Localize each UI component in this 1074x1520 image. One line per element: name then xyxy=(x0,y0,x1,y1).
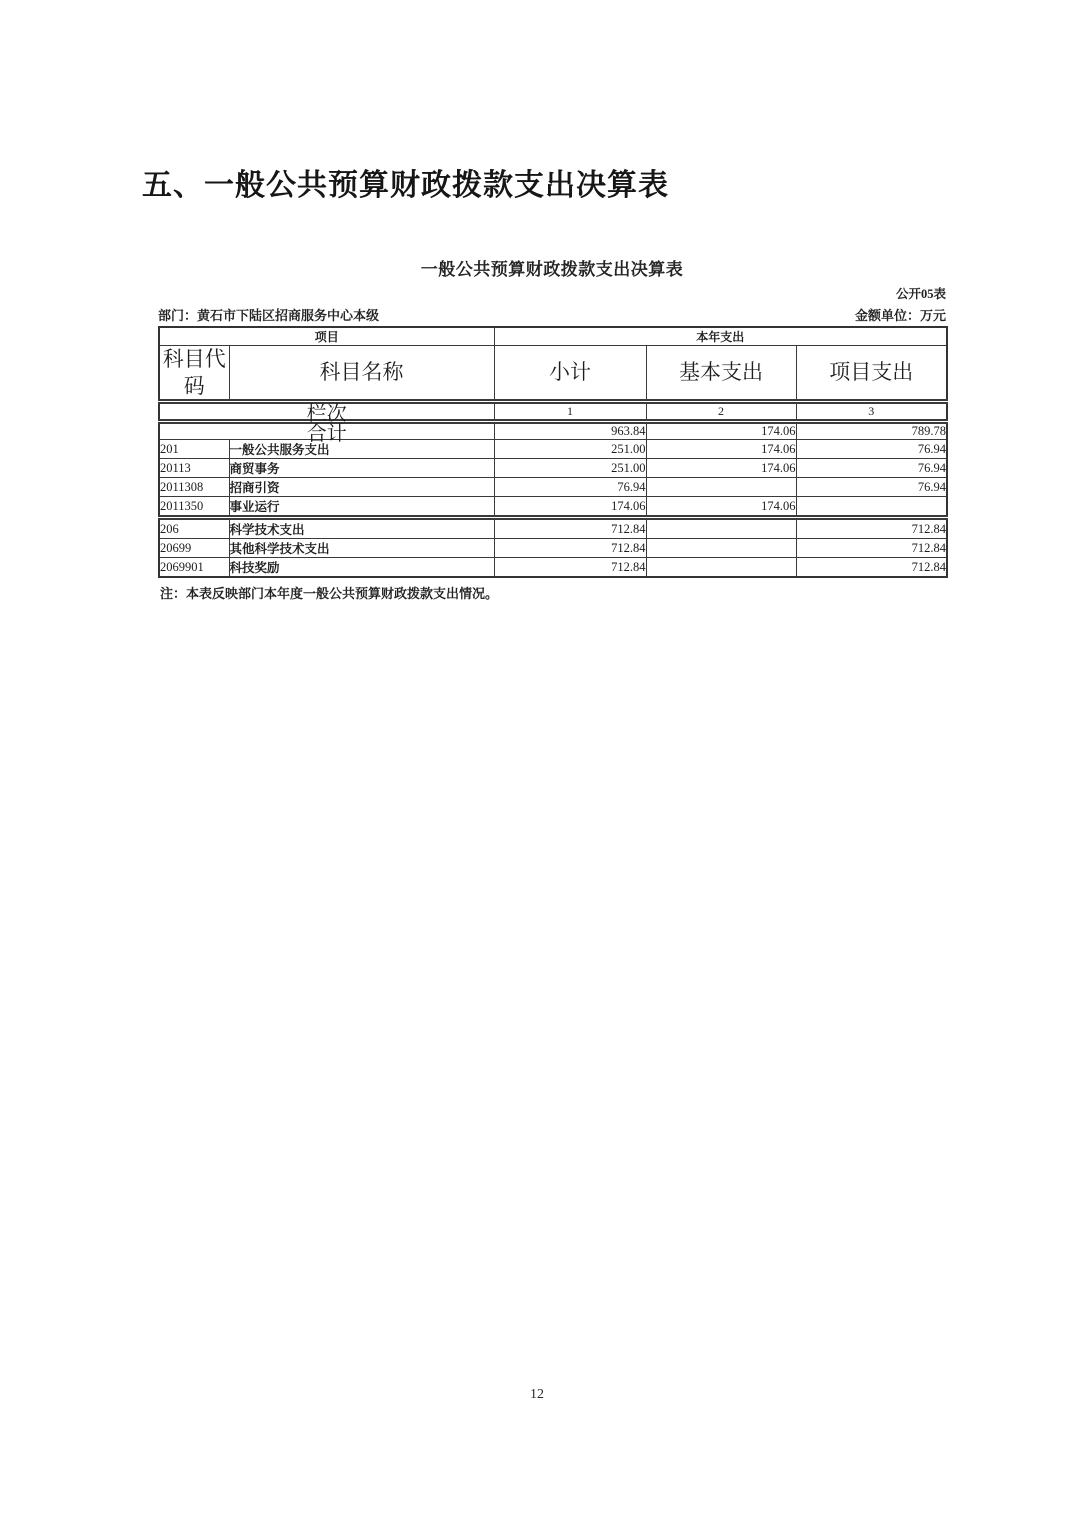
basic-expense-cell xyxy=(646,478,796,497)
subject-name-cell: 科学技术支出 xyxy=(229,518,494,539)
header-group-year: 本年支出 xyxy=(494,327,947,346)
subject-code-cell: 20699 xyxy=(159,539,229,558)
subject-code-cell: 201 xyxy=(159,440,229,459)
project-expense-cell: 76.94 xyxy=(796,440,947,459)
basic-expense-cell: 174.06 xyxy=(646,440,796,459)
subject-code-cell: 2011350 xyxy=(159,497,229,518)
doc-code-label: 公开05表 xyxy=(895,287,946,301)
table-row xyxy=(159,440,947,459)
subtotal-cell: 712.84 xyxy=(494,539,646,558)
table-row xyxy=(159,558,947,578)
basic-expense-cell: 174.06 xyxy=(646,497,796,518)
basic-expense-cell: 174.06 xyxy=(646,459,796,478)
column-index-row xyxy=(159,402,947,422)
project-expense-cell: 76.94 xyxy=(796,478,947,497)
total-subtotal-cell: 963.84 xyxy=(494,422,646,440)
table-meta-row xyxy=(158,305,946,324)
header-basic-expense: 基本支出 xyxy=(646,346,796,402)
header-subject-code: 科目代码 xyxy=(159,346,229,402)
subject-name-cell: 一般公共服务支出 xyxy=(229,440,494,459)
unit-label: 金额单位：万元 xyxy=(854,308,946,323)
table-row xyxy=(159,497,947,518)
subject-name-cell: 其他科学技术支出 xyxy=(229,539,494,558)
lanci-cell: 栏次 xyxy=(159,402,494,422)
total-label-cell: 合计 xyxy=(159,422,494,440)
subtotal-cell: 76.94 xyxy=(494,478,646,497)
table-note: 注：本表反映部门本年度一般公共预算财政拨款支出情况。 xyxy=(160,586,499,601)
column-index-1: 1 xyxy=(494,402,646,422)
project-expense-cell xyxy=(796,497,947,518)
header-row xyxy=(159,346,947,402)
project-expense-cell: 76.94 xyxy=(796,459,947,478)
column-index-3: 3 xyxy=(796,402,947,422)
project-expense-cell: 712.84 xyxy=(796,558,947,578)
header-project-expense: 项目支出 xyxy=(796,346,947,402)
subtotal-cell: 251.00 xyxy=(494,440,646,459)
subject-name-cell: 招商引资 xyxy=(229,478,494,497)
total-project-cell: 789.78 xyxy=(796,422,947,440)
subject-code-cell: 206 xyxy=(159,518,229,539)
table-block xyxy=(158,255,946,602)
subtotal-cell: 712.84 xyxy=(494,558,646,578)
subject-code-cell: 2069901 xyxy=(159,558,229,578)
budget-table xyxy=(158,326,948,578)
subtotal-cell: 712.84 xyxy=(494,518,646,539)
department-label: 部门：黄石市下陆区招商服务中心本级 xyxy=(158,308,380,323)
subject-name-cell: 商贸事务 xyxy=(229,459,494,478)
subject-code-cell: 2011308 xyxy=(159,478,229,497)
column-index-2: 2 xyxy=(646,402,796,422)
subject-name-cell: 事业运行 xyxy=(229,497,494,518)
basic-expense-cell xyxy=(646,539,796,558)
basic-expense-cell xyxy=(646,558,796,578)
project-expense-cell: 712.84 xyxy=(796,518,947,539)
section-title: 五、一般公共预算财政拨款支出决算表 xyxy=(142,169,669,202)
table-row xyxy=(159,478,947,497)
subtotal-cell: 174.06 xyxy=(494,497,646,518)
table-row xyxy=(159,518,947,539)
header-subtotal: 小计 xyxy=(494,346,646,402)
header-group-row xyxy=(159,327,947,346)
table-title: 一般公共预算财政拨款支出决算表 xyxy=(420,260,684,280)
total-basic-cell: 174.06 xyxy=(646,422,796,440)
total-row xyxy=(159,422,947,440)
project-expense-cell: 712.84 xyxy=(796,539,947,558)
basic-expense-cell xyxy=(646,518,796,539)
subject-code-cell: 20113 xyxy=(159,459,229,478)
table-row xyxy=(159,539,947,558)
header-group-item: 项目 xyxy=(159,327,494,346)
subject-name-cell: 科技奖励 xyxy=(229,558,494,578)
table-row xyxy=(159,459,947,478)
header-subject-name: 科目名称 xyxy=(229,346,494,402)
page-number: 12 xyxy=(530,1387,544,1402)
subtotal-cell: 251.00 xyxy=(494,459,646,478)
